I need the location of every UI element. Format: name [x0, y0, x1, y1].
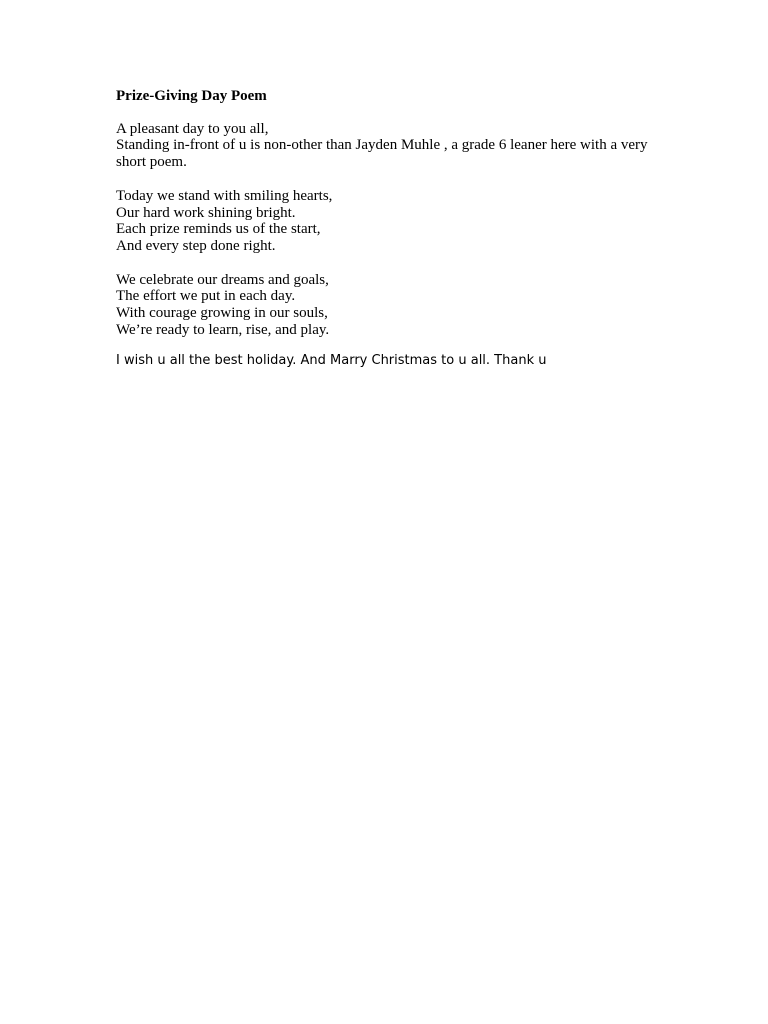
intro-line: A pleasant day to you all, — [116, 120, 269, 137]
poem-line: We celebrate our dreams and goals, — [116, 271, 329, 288]
document-body — [116, 88, 656, 369]
poem-line: The effort we put in each day. — [116, 288, 296, 305]
poem-line: With courage growing in our souls, — [116, 305, 328, 322]
poem-line: And every step done right. — [116, 237, 276, 254]
intro-line: Standing in-front of u is non-other than Jayden Muhle , a grade 6 leaner here with a very short poem. — [116, 137, 648, 171]
poem-line: Today we stand with smiling hearts, — [116, 187, 333, 204]
poem-line: Our hard work shining bright. — [116, 204, 296, 221]
closing-line: I wish u all the best holiday. And Marry Christmas to u all. Thank u — [116, 353, 547, 369]
stanza-2 — [116, 272, 656, 339]
poem-title: Prize-Giving Day Poem — [116, 88, 267, 104]
intro-paragraph — [116, 121, 656, 171]
poem-line: Each prize reminds us of the start, — [116, 221, 321, 238]
poem-line: We’re ready to learn, rise, and play. — [116, 321, 330, 338]
stanza-1 — [116, 188, 656, 255]
